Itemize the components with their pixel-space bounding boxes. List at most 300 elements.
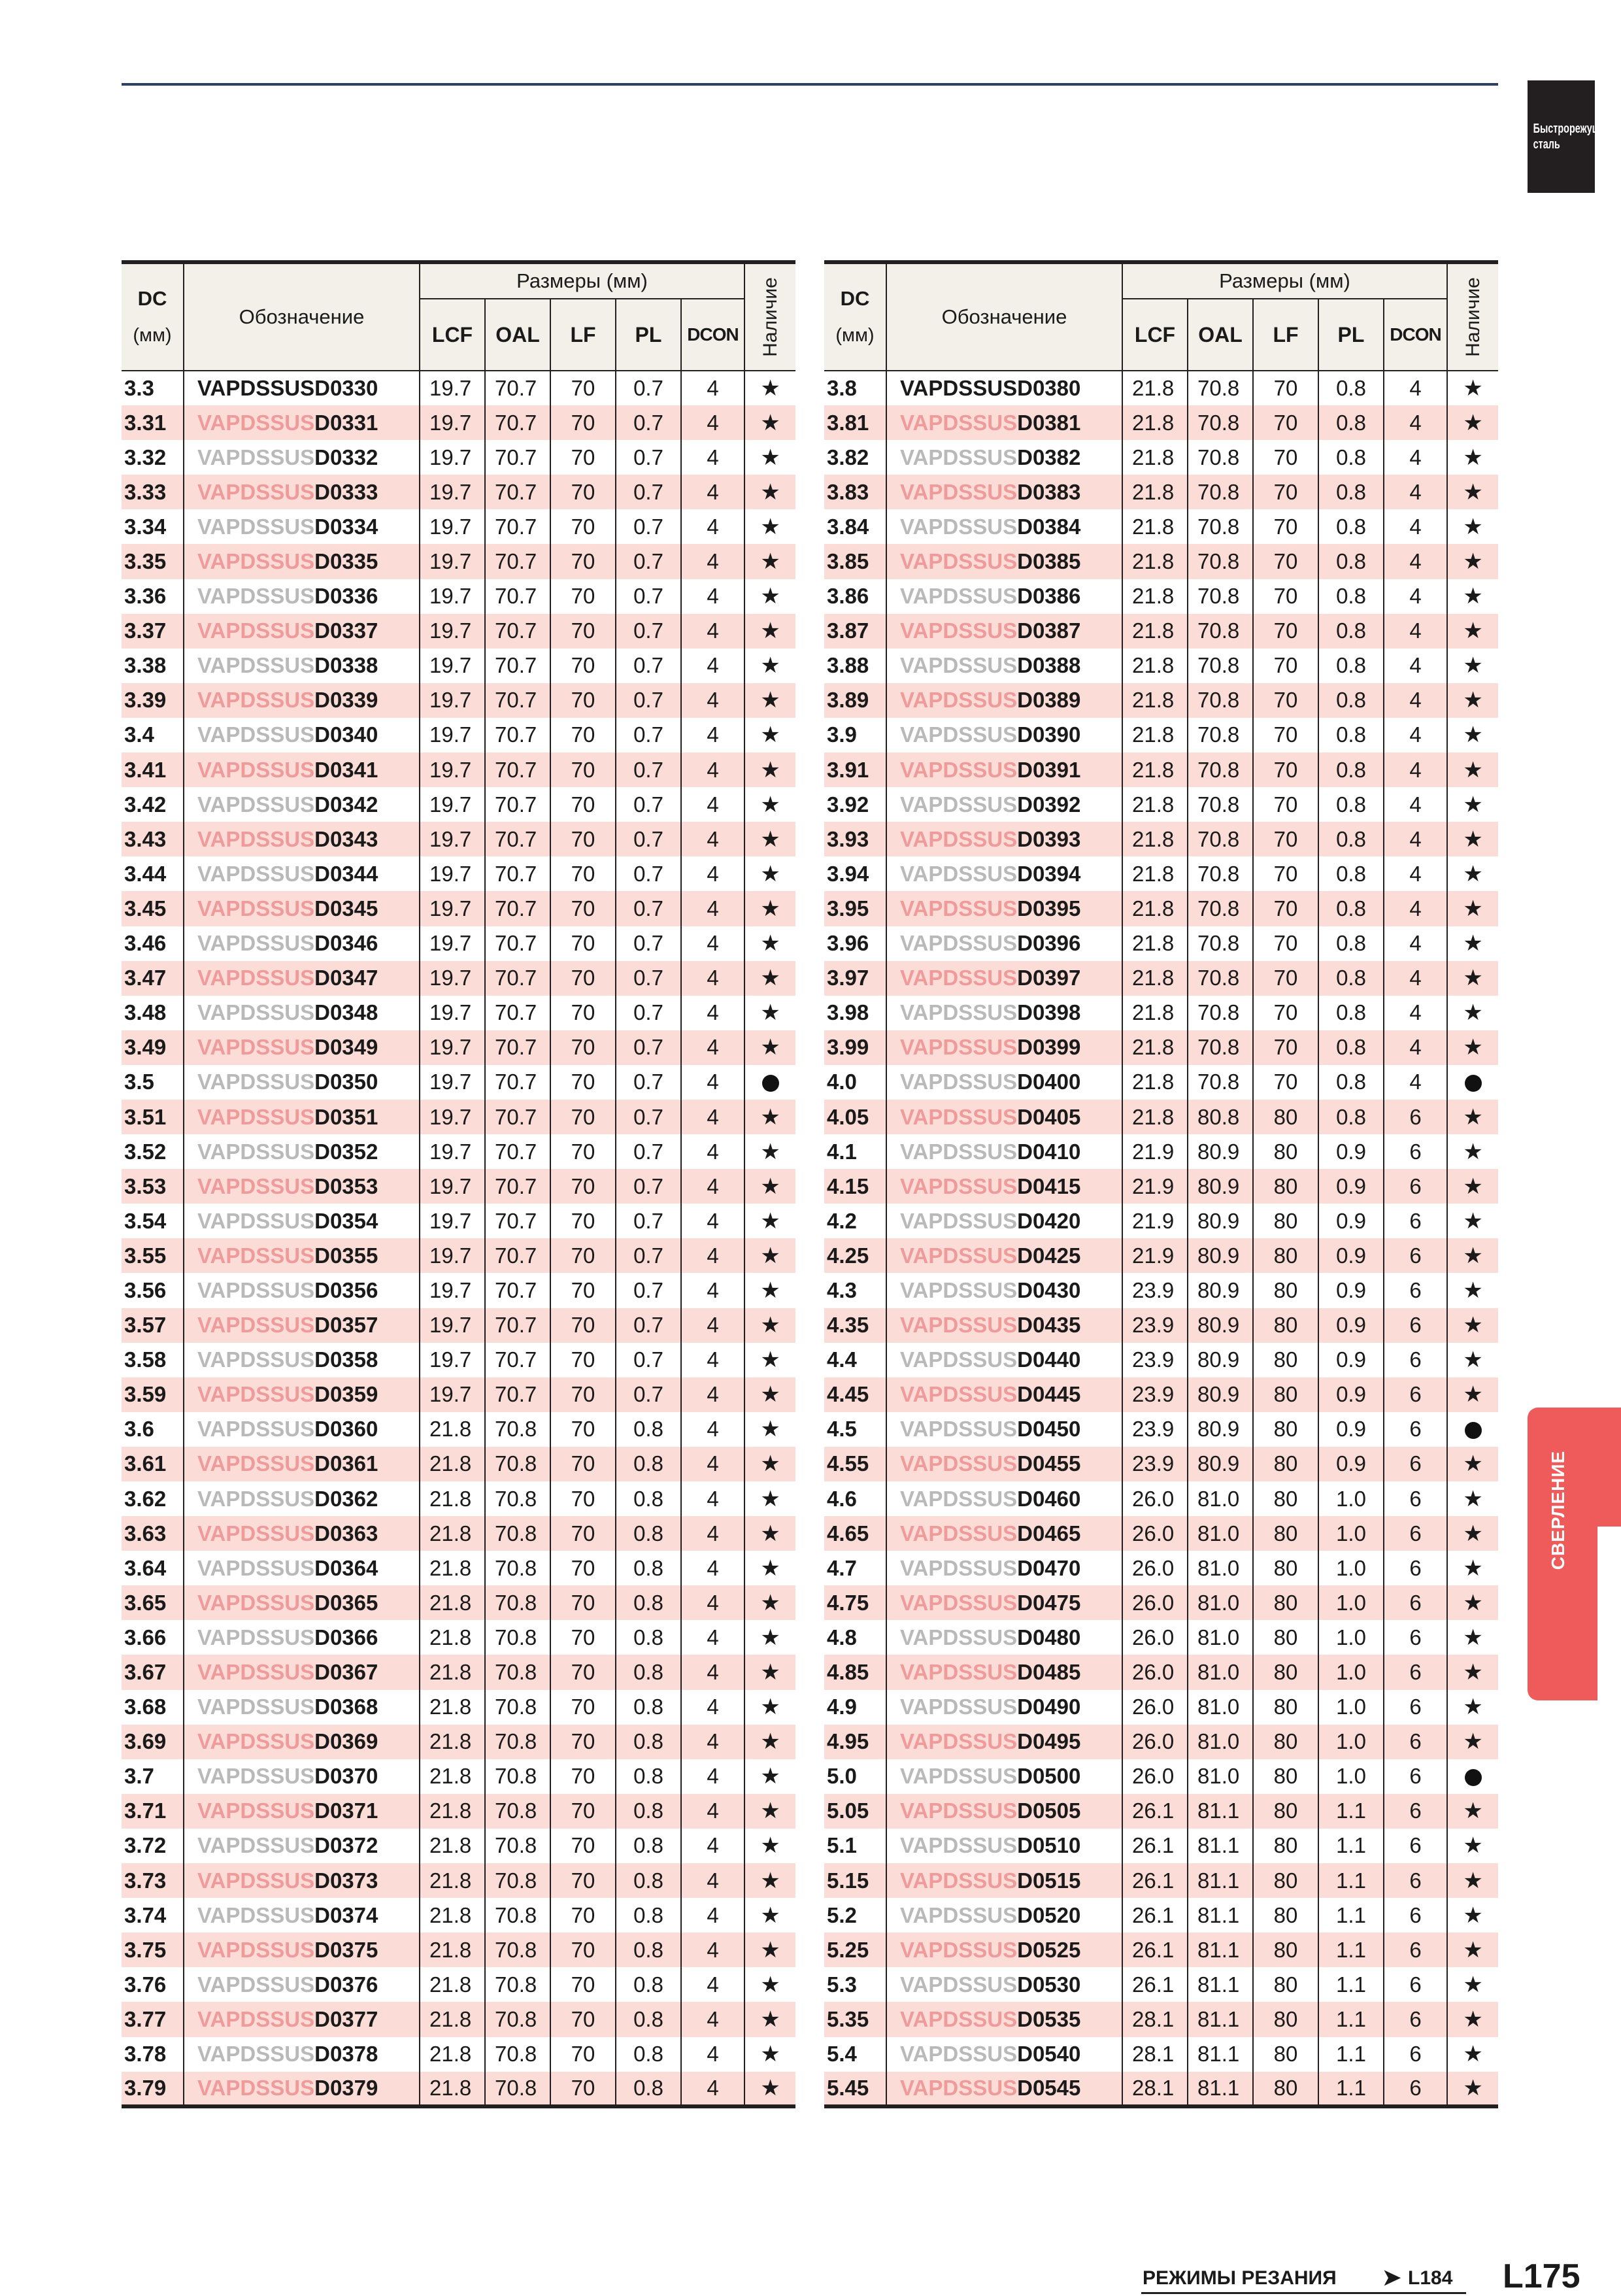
cutting-conditions-link[interactable] [1141, 2266, 1466, 2294]
header-availability-label: Наличие [1462, 277, 1484, 357]
code-suffix: D0367 [314, 1660, 378, 1685]
cell-lf: 80 [1253, 1967, 1318, 2002]
cell-availability [744, 2072, 795, 2106]
code-prefix: VAPDSSUS [900, 1243, 1018, 1268]
header-oal: OAL [1188, 299, 1253, 371]
cell-pl: 0.8 [616, 1690, 681, 1725]
code-suffix: D0520 [1017, 1902, 1081, 1927]
cell-lcf: 19.7 [420, 1343, 485, 1377]
star-icon: ★ [760, 1035, 780, 1060]
cell-lcf: 26.0 [1122, 1551, 1188, 1585]
cell-lf: 70 [550, 1447, 616, 1481]
code-prefix: VAPDSSUS [197, 931, 315, 956]
cell-designation [886, 1516, 1122, 1551]
cell-dc: 3.75 [122, 1933, 184, 1967]
cell-designation [886, 683, 1122, 718]
star-icon: ★ [1463, 861, 1483, 886]
cell-lcf: 21.8 [1122, 405, 1188, 440]
code-prefix: VAPDSSUS [900, 826, 1018, 851]
code-prefix: VAPDSSUS [197, 549, 315, 574]
cell-dcon: 4 [1384, 996, 1447, 1030]
cell-designation [184, 1134, 420, 1169]
cell-lf: 70 [1253, 544, 1318, 579]
cell-designation [184, 1759, 420, 1794]
cell-designation [184, 1863, 420, 1898]
star-icon: ★ [1463, 896, 1483, 921]
cell-availability [1447, 1377, 1498, 1412]
cell-dcon: 6 [1384, 1412, 1447, 1447]
cell-oal: 80.9 [1188, 1134, 1253, 1169]
cell-oal: 70.8 [485, 1551, 550, 1585]
cell-availability [1447, 1655, 1498, 1689]
cell-dcon: 4 [681, 683, 744, 718]
cell-lcf: 19.7 [420, 683, 485, 718]
cell-oal: 70.7 [485, 996, 550, 1030]
code-suffix: D0530 [1017, 1972, 1081, 1997]
cell-availability [744, 1967, 795, 2002]
cell-dc: 3.43 [122, 822, 184, 856]
code-suffix: D0340 [314, 722, 378, 747]
cell-dcon: 4 [681, 1377, 744, 1412]
cell-availability [744, 1690, 795, 1725]
cell-availability [744, 1725, 795, 1759]
cell-dcon: 4 [681, 2002, 744, 2036]
cell-dc: 3.89 [824, 683, 886, 718]
cell-availability [1447, 2002, 1498, 2036]
cell-oal: 70.8 [485, 1725, 550, 1759]
cell-pl: 0.8 [1318, 926, 1384, 961]
cell-lf: 80 [1253, 1481, 1318, 1516]
cell-dc: 3.4 [122, 718, 184, 752]
cell-oal: 70.8 [1188, 787, 1253, 822]
cell-oal: 70.8 [485, 2072, 550, 2106]
code-suffix: D0373 [314, 1868, 378, 1893]
cell-dcon: 6 [1384, 1273, 1447, 1308]
code-suffix: D0350 [314, 1070, 378, 1094]
cell-availability [744, 926, 795, 961]
cell-lcf: 21.8 [1122, 961, 1188, 996]
cell-lf: 80 [1253, 1759, 1318, 1794]
cell-designation [184, 1655, 420, 1689]
cell-oal: 70.8 [1188, 1030, 1253, 1065]
cell-lcf: 26.0 [1122, 1759, 1188, 1794]
cell-lf: 70 [1253, 509, 1318, 544]
code-suffix: D0405 [1017, 1104, 1081, 1129]
cell-designation [886, 1585, 1122, 1620]
cell-availability [744, 371, 795, 405]
cell-dc: 3.32 [122, 440, 184, 475]
star-icon: ★ [1463, 722, 1483, 748]
cell-lcf: 21.8 [1122, 1030, 1188, 1065]
table-row [824, 1794, 1498, 1829]
section-tab-label: СВЕРЛЕНИЕ [1548, 1450, 1568, 1570]
cell-dc: 3.98 [824, 996, 886, 1030]
cell-dcon: 4 [681, 1967, 744, 2002]
cell-lcf: 23.9 [1122, 1343, 1188, 1377]
category-tab-hss [1528, 80, 1611, 193]
star-icon: ★ [1463, 1972, 1483, 1997]
cell-lf: 80 [1253, 1100, 1318, 1134]
cell-dc: 3.87 [824, 614, 886, 649]
table-row [122, 579, 795, 614]
cell-dcon: 4 [681, 822, 744, 856]
cell-pl: 0.8 [1318, 440, 1384, 475]
cell-availability [744, 822, 795, 856]
cell-dcon: 6 [1384, 1967, 1447, 2002]
cell-designation [886, 544, 1122, 579]
cell-availability [744, 1655, 795, 1689]
code-prefix: VAPDSSUS [197, 1104, 315, 1129]
cell-lcf: 21.8 [420, 1794, 485, 1829]
cell-dc: 3.52 [122, 1134, 184, 1169]
cell-dc: 3.69 [122, 1725, 184, 1759]
star-icon: ★ [1463, 1695, 1483, 1720]
cell-designation [184, 1967, 420, 2002]
cell-pl: 0.7 [616, 544, 681, 579]
cell-lcf: 19.7 [420, 1169, 485, 1204]
star-icon: ★ [1463, 445, 1483, 470]
table-row [824, 1377, 1498, 1412]
star-icon: ★ [760, 1313, 780, 1338]
cell-pl: 0.7 [616, 752, 681, 787]
table-row [122, 891, 795, 926]
cell-oal: 70.7 [485, 614, 550, 649]
code-prefix: VAPDSSUS [197, 1313, 315, 1338]
cell-availability [1447, 1134, 1498, 1169]
code-suffix: D0364 [314, 1555, 378, 1580]
cell-dc: 3.3 [122, 371, 184, 405]
cell-designation [184, 1030, 420, 1065]
header-availability [744, 262, 795, 371]
cell-pl: 0.8 [1318, 509, 1384, 544]
cell-dcon: 4 [681, 1273, 744, 1308]
cell-availability [744, 961, 795, 996]
star-icon: ★ [760, 861, 780, 886]
section-tab-label-box [1532, 1450, 1584, 1570]
cell-oal: 70.8 [1188, 926, 1253, 961]
cell-dc: 3.99 [824, 1030, 886, 1065]
cell-oal: 70.7 [485, 649, 550, 683]
cell-designation [886, 1100, 1122, 1134]
code-suffix: D0374 [314, 1902, 378, 1927]
cell-lf: 70 [1253, 405, 1318, 440]
cell-lf: 70 [550, 1030, 616, 1065]
cell-pl: 0.8 [616, 1933, 681, 1967]
cell-pl: 1.1 [1318, 1863, 1384, 1898]
cell-oal: 80.9 [1188, 1308, 1253, 1343]
cell-availability [1447, 822, 1498, 856]
code-suffix: D0357 [314, 1313, 378, 1338]
star-icon: ★ [1463, 931, 1483, 956]
table-row [122, 1585, 795, 1620]
table-row [824, 1273, 1498, 1308]
cell-dcon: 6 [1384, 1481, 1447, 1516]
cell-pl: 0.7 [616, 1169, 681, 1204]
cell-designation [886, 1377, 1122, 1412]
cell-designation [886, 1238, 1122, 1273]
code-prefix: VAPDSSUS [900, 1625, 1018, 1649]
code-suffix: D0346 [314, 931, 378, 956]
cell-pl: 0.8 [1318, 371, 1384, 405]
cell-dcon: 4 [681, 544, 744, 579]
table-row [824, 1343, 1498, 1377]
code-suffix: D0360 [314, 1417, 378, 1442]
cell-pl: 0.8 [616, 1585, 681, 1620]
cell-pl: 0.8 [616, 1794, 681, 1829]
code-suffix: D0365 [314, 1590, 378, 1615]
code-prefix: VAPDSSUS [900, 722, 1018, 747]
code-prefix: VAPDSSUS [197, 653, 315, 678]
cell-oal: 81.1 [1188, 1794, 1253, 1829]
cell-dcon: 4 [1384, 475, 1447, 509]
cell-lcf: 21.8 [420, 1898, 485, 1933]
cell-lf: 70 [550, 509, 616, 544]
code-prefix: VAPDSSUS [900, 1208, 1018, 1233]
star-icon: ★ [760, 584, 780, 609]
cell-availability [744, 1898, 795, 1933]
cell-oal: 70.8 [1188, 822, 1253, 856]
cell-dc: 3.54 [122, 1204, 184, 1238]
cell-availability [1447, 544, 1498, 579]
star-icon: ★ [1463, 376, 1483, 401]
cell-dc: 3.97 [824, 961, 886, 996]
code-suffix: D0391 [1017, 757, 1081, 782]
code-suffix: D0490 [1017, 1695, 1081, 1719]
cell-pl: 0.8 [1318, 1030, 1384, 1065]
code-prefix: VAPDSSUS [900, 1173, 1018, 1198]
star-icon: ★ [760, 1347, 780, 1373]
cell-designation [184, 1343, 420, 1377]
cell-dc: 3.5 [122, 1065, 184, 1100]
cell-lcf: 19.7 [420, 752, 485, 787]
cell-lcf: 19.7 [420, 718, 485, 752]
cell-lf: 80 [1253, 1933, 1318, 1967]
cell-oal: 81.1 [1188, 2002, 1253, 2036]
star-icon: ★ [1463, 1347, 1483, 1373]
table-row [824, 891, 1498, 926]
cell-lf: 70 [550, 1134, 616, 1169]
header-lcf: LCF [420, 299, 485, 371]
code-suffix: D0335 [314, 549, 378, 574]
cell-lf: 70 [550, 440, 616, 475]
code-suffix: D0331 [314, 410, 378, 435]
table-row [122, 1759, 795, 1794]
cell-designation [886, 509, 1122, 544]
star-icon: ★ [1463, 1035, 1483, 1060]
cell-lf: 70 [550, 614, 616, 649]
code-suffix: D0353 [314, 1173, 378, 1198]
cell-lf: 70 [1253, 579, 1318, 614]
code-suffix: D0369 [314, 1729, 378, 1754]
cell-lcf: 21.8 [1122, 544, 1188, 579]
cell-dcon: 4 [1384, 649, 1447, 683]
star-icon: ★ [760, 1729, 780, 1755]
cell-designation [886, 371, 1122, 405]
table-row [824, 961, 1498, 996]
code-prefix: VAPDSSUS [197, 1764, 315, 1789]
cell-lf: 80 [1253, 1273, 1318, 1308]
code-prefix: VAPDSSUS [900, 1000, 1018, 1025]
header-pl: PL [616, 299, 681, 371]
cell-lcf: 26.1 [1122, 1967, 1188, 2002]
cell-oal: 70.8 [1188, 649, 1253, 683]
star-icon: ★ [1463, 618, 1483, 644]
code-suffix: D0410 [1017, 1139, 1081, 1164]
cell-pl: 0.8 [1318, 475, 1384, 509]
table-row [824, 544, 1498, 579]
cell-designation [184, 1481, 420, 1516]
cell-lcf: 21.8 [1122, 822, 1188, 856]
cell-oal: 81.1 [1188, 1967, 1253, 2002]
cell-designation [886, 440, 1122, 475]
code-suffix: D0515 [1017, 1868, 1081, 1893]
cell-availability [744, 509, 795, 544]
cell-lcf: 19.7 [420, 856, 485, 891]
cell-oal: 80.8 [1188, 1100, 1253, 1134]
code-prefix: VAPDSSUS [900, 1764, 1018, 1789]
cell-lcf: 26.0 [1122, 1655, 1188, 1689]
code-prefix: VAPDSSUS [900, 2006, 1018, 2031]
cell-lcf: 19.7 [420, 926, 485, 961]
cell-designation [184, 371, 420, 405]
table-row [122, 649, 795, 683]
star-icon: ★ [1463, 1000, 1483, 1026]
cell-designation [184, 509, 420, 544]
cell-pl: 1.1 [1318, 1933, 1384, 1967]
table-row [824, 787, 1498, 822]
cell-oal: 70.8 [1188, 1065, 1253, 1100]
cell-lcf: 26.1 [1122, 1898, 1188, 1933]
cell-dc: 3.72 [122, 1829, 184, 1863]
cell-lcf: 26.0 [1122, 1481, 1188, 1516]
cell-oal: 70.8 [1188, 683, 1253, 718]
table-row [824, 2072, 1498, 2106]
table-row [824, 1481, 1498, 1516]
cell-designation [184, 926, 420, 961]
code-suffix: D0354 [314, 1208, 378, 1233]
cell-dc: 4.8 [824, 1620, 886, 1655]
cell-designation [886, 649, 1122, 683]
cell-lcf: 19.7 [420, 1238, 485, 1273]
cell-pl: 0.7 [616, 1030, 681, 1065]
header-availability-label: Наличие [759, 277, 781, 357]
cell-lcf: 21.8 [420, 1759, 485, 1794]
star-icon: ★ [1463, 1243, 1483, 1268]
star-icon: ★ [760, 1208, 780, 1234]
star-icon: ★ [1463, 1729, 1483, 1755]
cell-lcf: 19.7 [420, 1377, 485, 1412]
cell-lcf: 19.7 [420, 1308, 485, 1343]
cell-lcf: 21.8 [1122, 718, 1188, 752]
code-suffix: D0381 [1017, 410, 1081, 435]
star-icon: ★ [760, 1243, 780, 1268]
cell-lcf: 21.9 [1122, 1169, 1188, 1204]
cell-lf: 80 [1253, 2072, 1318, 2106]
table-row [824, 509, 1498, 544]
cell-oal: 70.7 [485, 475, 550, 509]
code-suffix: D0440 [1017, 1347, 1081, 1372]
cell-dcon: 4 [1384, 405, 1447, 440]
cell-dc: 3.74 [122, 1898, 184, 1933]
cell-pl: 1.0 [1318, 1690, 1384, 1725]
cell-availability [1447, 926, 1498, 961]
cell-lf: 80 [1253, 1238, 1318, 1273]
cell-dc: 3.34 [122, 509, 184, 544]
cell-lcf: 19.7 [420, 1204, 485, 1238]
cell-dcon: 6 [1384, 2072, 1447, 2106]
cell-designation [886, 1412, 1122, 1447]
star-icon: ★ [760, 410, 780, 435]
cell-dcon: 4 [681, 509, 744, 544]
cell-pl: 0.7 [616, 926, 681, 961]
cell-dc: 3.38 [122, 649, 184, 683]
cell-dc: 3.65 [122, 1585, 184, 1620]
cell-availability [1447, 1447, 1498, 1481]
cell-designation [184, 649, 420, 683]
table-row [122, 1030, 795, 1065]
cell-dcon: 4 [681, 1516, 744, 1551]
code-prefix: VAPDSSUS [197, 514, 315, 539]
table-row [824, 2002, 1498, 2036]
cell-dc: 3.84 [824, 509, 886, 544]
cell-lf: 70 [550, 1516, 616, 1551]
cell-dc: 4.25 [824, 1238, 886, 1273]
cell-pl: 0.8 [616, 2072, 681, 2106]
cell-oal: 81.1 [1188, 1933, 1253, 1967]
code-suffix: D0399 [1017, 1035, 1081, 1060]
cell-pl: 0.8 [1318, 822, 1384, 856]
star-icon: ★ [1463, 792, 1483, 817]
cell-designation [184, 1725, 420, 1759]
table-row [824, 1655, 1498, 1689]
cell-dcon: 4 [681, 405, 744, 440]
code-prefix: VAPDSSUS [900, 1937, 1018, 1962]
cell-lf: 70 [550, 1065, 616, 1100]
code-suffix: D0393 [1017, 826, 1081, 851]
cell-dcon: 4 [1384, 787, 1447, 822]
cell-pl: 0.8 [616, 1898, 681, 1933]
code-prefix: VAPDSSUS [197, 1208, 315, 1233]
cell-dc: 3.95 [824, 891, 886, 926]
cell-lf: 80 [1253, 1690, 1318, 1725]
cell-dc: 3.58 [122, 1343, 184, 1377]
table-row [824, 614, 1498, 649]
table-row [824, 1863, 1498, 1898]
cell-designation [184, 475, 420, 509]
code-prefix: VAPDSSUS [900, 653, 1018, 678]
cell-lf: 80 [1253, 1620, 1318, 1655]
code-prefix: VAPDSSUS [197, 792, 315, 817]
cell-designation [184, 787, 420, 822]
code-suffix: D0371 [314, 1798, 378, 1823]
cell-dcon: 6 [1384, 2002, 1447, 2036]
star-icon: ★ [760, 653, 780, 679]
cell-pl: 0.8 [616, 1655, 681, 1689]
cell-oal: 70.8 [485, 1620, 550, 1655]
cell-designation [886, 2037, 1122, 2072]
code-suffix: D0445 [1017, 1382, 1081, 1407]
cell-lf: 70 [550, 1690, 616, 1725]
cell-oal: 70.8 [1188, 961, 1253, 996]
star-icon: ★ [1463, 2006, 1483, 2032]
star-icon: ★ [760, 1590, 780, 1615]
table-row [122, 1863, 795, 1898]
code-prefix: VAPDSSUS [197, 1486, 315, 1511]
cell-designation [886, 1829, 1122, 1863]
cell-dcon: 6 [1384, 2037, 1447, 2072]
star-icon: ★ [1463, 1590, 1483, 1615]
code-suffix: D0425 [1017, 1243, 1081, 1268]
